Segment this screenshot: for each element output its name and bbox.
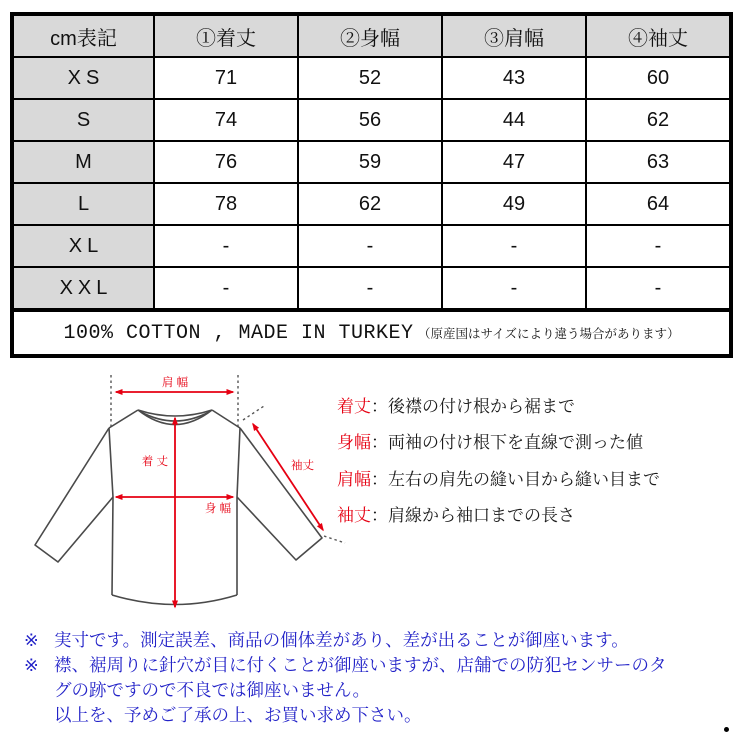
measurement-legend [337, 392, 660, 538]
legend-separator: ： [371, 506, 388, 526]
value-cell: 43 [442, 57, 586, 99]
material-row [12, 310, 731, 356]
sleeve-length-arrow [253, 424, 323, 530]
legend-item-width [337, 428, 660, 464]
note-marker: ※ [24, 655, 39, 675]
table-row-xxl [12, 267, 731, 310]
legend-term: 肩幅 [337, 469, 371, 489]
size-label: S [12, 99, 154, 141]
shoulder-width-label: 肩 幅 [161, 377, 189, 389]
right-sleeve [237, 428, 322, 560]
size-label: M [12, 141, 154, 183]
table-row-xs [12, 57, 731, 99]
value-cell: - [586, 267, 731, 310]
legend-term: 着丈 [337, 397, 371, 416]
legend-item-sleeve [337, 501, 660, 537]
header-cell-shoulder: ③肩幅 [442, 14, 586, 57]
value-cell: 62 [586, 99, 731, 141]
value-cell: - [298, 267, 442, 310]
legend-separator: ： [371, 469, 388, 489]
legend-desc: 後襟の付け根から裾まで [388, 397, 575, 416]
value-cell: 63 [586, 141, 731, 183]
value-cell: - [154, 267, 298, 310]
value-cell: - [442, 225, 586, 267]
body-width-label: 身 幅 [204, 503, 232, 515]
left-sleeve [35, 428, 113, 562]
note-text: 襟、裾周りに針穴が目に付くことが御座いますが、店舗での防犯センサーのタグの跡ですので不良では御座いません。 [54, 655, 667, 700]
note-text: 以上を、予めご了承の上、お買い求め下さい。 [54, 705, 422, 725]
body-length-label: 着 丈 [141, 456, 168, 468]
size-label: XL [12, 225, 154, 267]
table-row-m [12, 141, 731, 183]
value-cell: - [586, 225, 731, 267]
stray-dot [724, 727, 729, 732]
note-row-2 [24, 653, 674, 703]
value-cell: 44 [442, 99, 586, 141]
header-cell-width: ②身幅 [298, 14, 442, 57]
value-cell: - [442, 267, 586, 310]
size-label: XS [12, 57, 154, 99]
size-chart-table [10, 12, 733, 358]
value-cell: 52 [298, 57, 442, 99]
material-text: 100% COTTON , MADE IN TURKEY [63, 321, 414, 345]
value-cell: - [154, 225, 298, 267]
value-cell: 76 [154, 141, 298, 183]
value-cell: 47 [442, 141, 586, 183]
shirt-outline [35, 410, 322, 605]
value-cell: 56 [298, 99, 442, 141]
value-cell: 62 [298, 183, 442, 225]
shirt-measurement-diagram [15, 372, 350, 624]
value-cell: 78 [154, 183, 298, 225]
table-row-xl [12, 225, 731, 267]
legend-item-shoulder [337, 465, 660, 501]
legend-term: 袖丈 [337, 506, 371, 526]
value-cell: 64 [586, 183, 731, 225]
material-cell [12, 310, 731, 356]
origin-note-text: （原産国はサイズにより違う場合があります） [418, 326, 680, 341]
header-cell-length: ①着丈 [154, 14, 298, 57]
value-cell: 49 [442, 183, 586, 225]
legend-separator: ： [371, 397, 388, 416]
size-label: XXL [12, 267, 154, 310]
legend-desc: 左右の肩先の縫い目から縫い目まで [388, 469, 660, 489]
value-cell: 60 [586, 57, 731, 99]
table-row-l [12, 183, 731, 225]
legend-desc: 両袖の付け根下を直線で測った値 [388, 433, 643, 453]
note-row-3 [24, 703, 674, 728]
header-cell-unit: cm表記 [12, 14, 154, 57]
size-label: L [12, 183, 154, 225]
value-cell: 74 [154, 99, 298, 141]
legend-desc: 肩線から袖口までの長さ [388, 506, 575, 526]
legend-item-length [337, 392, 660, 428]
note-marker: ※ [24, 630, 39, 650]
sleeve-length-label: 袖丈 [291, 460, 314, 472]
table-row-s [12, 99, 731, 141]
value-cell: - [298, 225, 442, 267]
legend-separator: ： [371, 433, 388, 453]
legend-term: 身幅 [337, 433, 371, 453]
value-cell: 71 [154, 57, 298, 99]
header-cell-sleeve: ④袖丈 [586, 14, 731, 57]
note-text: 実寸です。測定誤差、商品の個体差があり、差が出ることが御座います。 [54, 630, 629, 650]
disclaimer-notes [24, 628, 674, 728]
table-header-row [12, 14, 731, 57]
value-cell: 59 [298, 141, 442, 183]
note-row-1 [24, 628, 674, 653]
